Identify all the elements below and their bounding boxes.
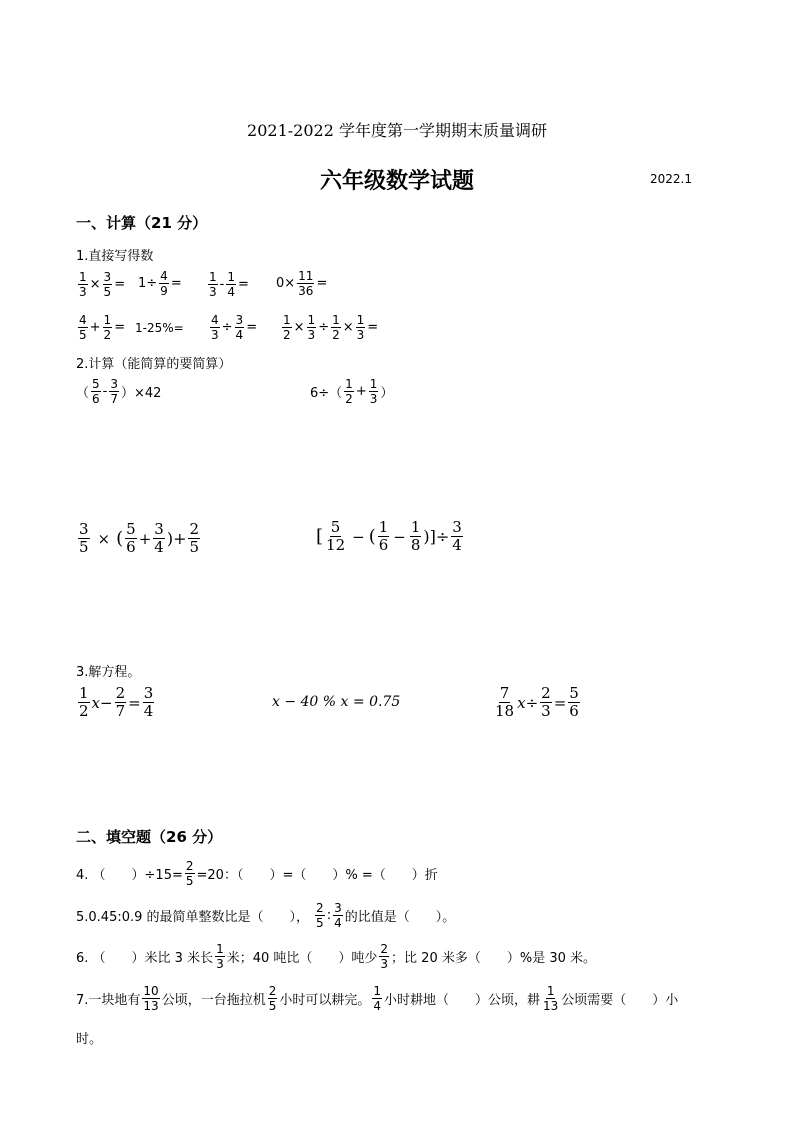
section-heading-fill-in: 二、填空题（26 分） (76, 828, 223, 846)
question-7: 7.一块地有 $\frac{10}{13}$ 公顷，一台拖拉机 $\frac{2}{5}$ 小时可以耕完。 $\frac{1}{4}$ 小时耕地（ ）公顷，耕 $\frac{1}{13}$ 公顷需要（ ）小 (76, 984, 679, 1013)
q1-row1-item-d: 0× $\frac{11}{36}$ = (276, 269, 328, 298)
exam-date: 2022.1 (650, 172, 692, 186)
q2-expression-c: $\frac{3}{5}$ × ( $\frac{5}{6}$ + $\frac{3}{4}$ )+ $\frac{2}{5}$ (79, 520, 200, 556)
q2-expression-a: （ $\frac{5}{6}$ - $\frac{3}{7}$ ）×42 (76, 377, 162, 406)
q1-row2-item-b: 1-25%= (135, 321, 184, 335)
q1-row1-item-a: $\frac{1}{3}$ × $\frac{3}{5}$ = (79, 270, 126, 299)
q3-equation-a: $\frac{1}{2}$ x − $\frac{2}{7}$ = $\frac{3}{4}$ (79, 684, 154, 720)
q2-label: 2.计算（能简算的要简算） (76, 357, 232, 372)
q3-equation-c: $\frac{7}{18}$ x ÷ $\frac{2}{3}$ = $\frac{5}{6}$ (495, 684, 579, 720)
q1-row1-item-c: $\frac{1}{3}$ - $\frac{1}{4}$ = (209, 270, 249, 299)
q1-row2-item-c: $\frac{4}{3}$ ÷ $\frac{3}{4}$ = (211, 313, 258, 342)
question-5: 5.0.45:0.9 的最简单整数比是（ ）， $\frac{2}{5}$ : $\frac{3}{4}$ 的比值是（ ）。 (76, 901, 456, 930)
question-7-continuation: 时。 (76, 1032, 103, 1047)
q1-row2-item-a: $\frac{4}{5}$ + $\frac{1}{2}$ = (79, 313, 126, 342)
section-heading-calculation: 一、计算（21 分） (76, 214, 208, 232)
q1-row1-item-b: 1÷ $\frac{4}{9}$ = (138, 269, 182, 298)
q2-expression-b: 6÷（ $\frac{1}{2}$ + $\frac{1}{3}$ ） (310, 377, 394, 406)
q3-equation-b: x − 40 % x = 0.75 (272, 694, 401, 710)
q3-label: 3.解方程。 (76, 665, 141, 680)
question-4: 4. （ ）÷15= $\frac{2}{5}$ =20：（ ）=（ ）% =（ ）折 (76, 859, 438, 888)
page-title: 六年级数学试题 (319, 168, 474, 194)
q2-expression-d: [ $\frac{5}{12}$ − ( $\frac{1}{6}$ − $\frac{1}{8}$ )]÷ $\frac{3}{4}$ (316, 518, 462, 554)
question-6: 6. （ ）米比 3 米长 $\frac{1}{3}$ 米；40 吨比（ ）吨少 $\frac{2}{3}$ ；比 20 米多（ ）%是 30 米。 (76, 942, 597, 971)
q1-row2-item-d: $\frac{1}{2}$ × $\frac{1}{3}$ ÷ $\frac{1}{2}$ × $\frac{1}{3}$ = (283, 313, 379, 342)
q1-label: 1.直接写得数 (76, 249, 154, 264)
exam-title: 2021-2022 学年度第一学期期末质量调研 (247, 121, 547, 140)
